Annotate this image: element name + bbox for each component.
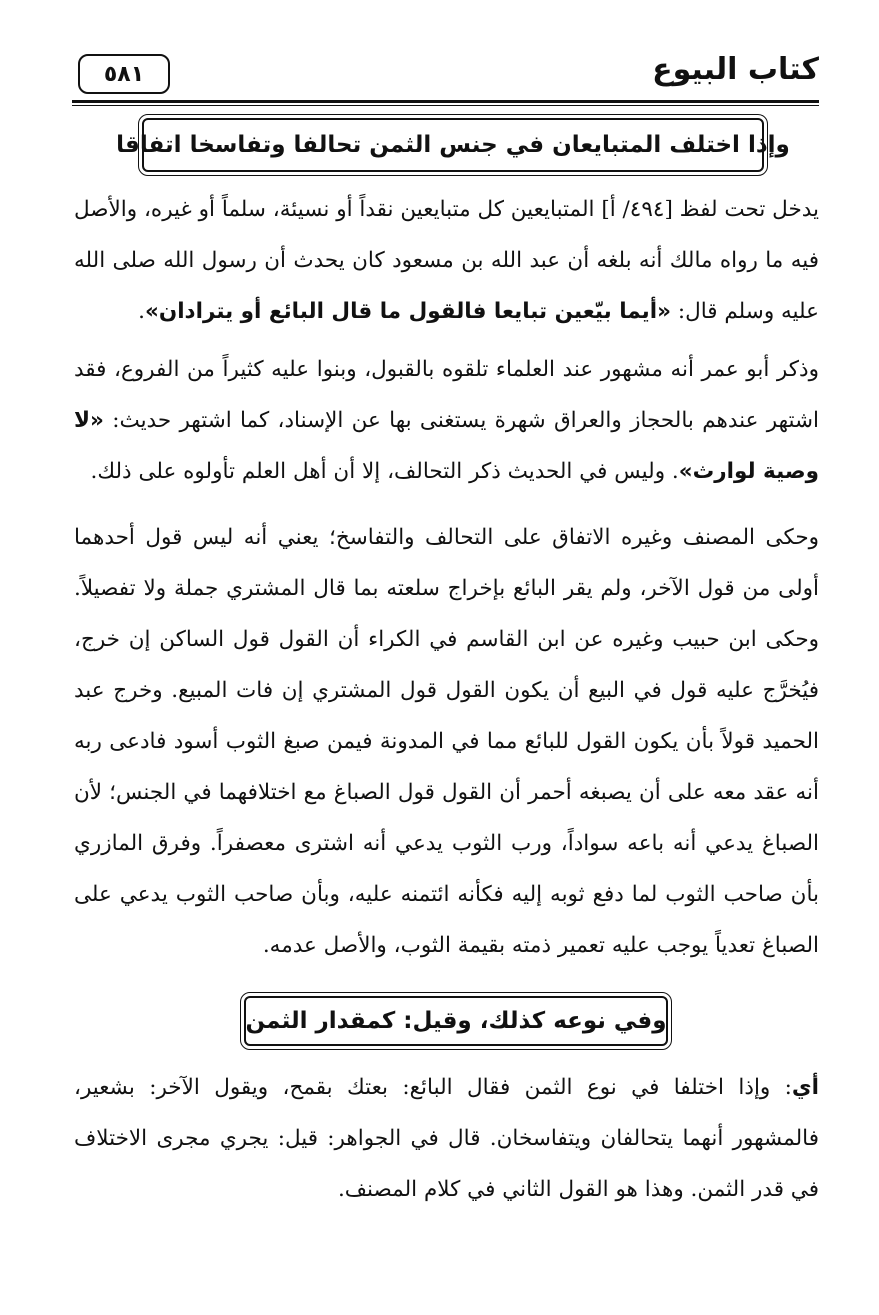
- hadith-quote-1: «أيما بيّعين تبايعا فالقول ما قال البائع أو يترادان»: [144, 299, 672, 324]
- paragraph-2-text: وذكر أبو عمر أنه مشهور عند العلماء تلقوه بالقبول، وبنوا عليه كثيراً من الفروع، فقد اشتهر عندهم بالحجاز والعراق شهرة يستغنى بها عن الإسناد، كما اشتهر حديث:: [74, 357, 819, 433]
- matn-text-1: وإذا اختلف المتبايعان في جنس الثمن تحالفا وتفاسخا اتفاقا: [116, 132, 790, 158]
- page-number: ٥٨١: [78, 54, 170, 94]
- paragraph-2: [74, 344, 819, 497]
- paragraph-1-text: يدخل تحت لفظ [٤٩٤/ أ] المتبايعين كل متبايعين نقداً أو نسيئة، سلماً أو غيره، والأصل فيه ما رواه مالك أنه بلغه أن عبد الله بن مسعود كان يحدث أن رسول الله صلى الله عليه وسلم قال:: [74, 197, 820, 324]
- paragraph-4-lead: أي: [791, 1075, 819, 1100]
- header-rule: [72, 100, 819, 103]
- matn-box-2: [244, 996, 668, 1046]
- matn-box-1: [116, 118, 790, 172]
- paragraph-1-end: .: [138, 299, 145, 324]
- matn-text-2: وفي نوعه كذلك، وقيل: كمقدار الثمن: [245, 1008, 667, 1034]
- hadith-quote-2: «لا وصية لوارث»: [74, 408, 819, 484]
- paragraph-3: [74, 512, 819, 971]
- paragraph-2-text-b: . وليس في الحديث ذكر التحالف، إلا أن أهل العلم تأولوه على ذلك.: [90, 459, 679, 484]
- paragraph-4: [74, 1062, 819, 1215]
- paragraph-4-text: : وإذا اختلفا في نوع الثمن فقال البائع: بعتك بقمح، ويقول الآخر: بشعير، فالمشهور أنهما يتحالفان ويتفاسخان. قال في الجواهر: قيل: يجري مجرى الاختلاف في قدر الثمن. وهذا هو القول الثاني في كلام المصنف.: [74, 1075, 819, 1202]
- book-title: كتاب البيوع: [652, 52, 819, 87]
- page-header: [72, 48, 819, 100]
- paragraph-3-text: وحكى المصنف وغيره الاتفاق على التحالف والتفاسخ؛ يعني أنه ليس قول أحدهما أولى من قول الآخر، ولم يقر البائع بإخراج سلعته بما قال المشتري جملة ولا تفصيلاً. وحكى ابن حبيب وغيره عن ابن القاسم في الكراء أن القول قول الساكن إن خرج، فيُخرَّج عليه قول في البيع أن يكون القول قول المشتري إن فات المبيع. وخرج عبد الحميد قولاً بأن يكون القول للبائع مما في المدونة فيمن صبغ الثوب أسود فادعى ربه أنه عقد معه على أن يصبغه أحمر أن القول قول الصباغ مع اختلافهما في الجنس؛ لأن الصباغ يدعي أنه باعه سواداً، ورب الثوب يدعي أنه اشترى معصفراً. وفرق المازري بأن صاحب الثوب لما دفع ثوبه إليه فكأنه ائتمنه عليه، وبأن صاحب الثوب يدعي على الصباغ تعدياً يوجب عليه تعمير ذمته بقيمة الثوب، والأصل عدمه.: [74, 525, 819, 958]
- header-rule-thin: [72, 105, 819, 106]
- paragraph-1: [74, 184, 819, 337]
